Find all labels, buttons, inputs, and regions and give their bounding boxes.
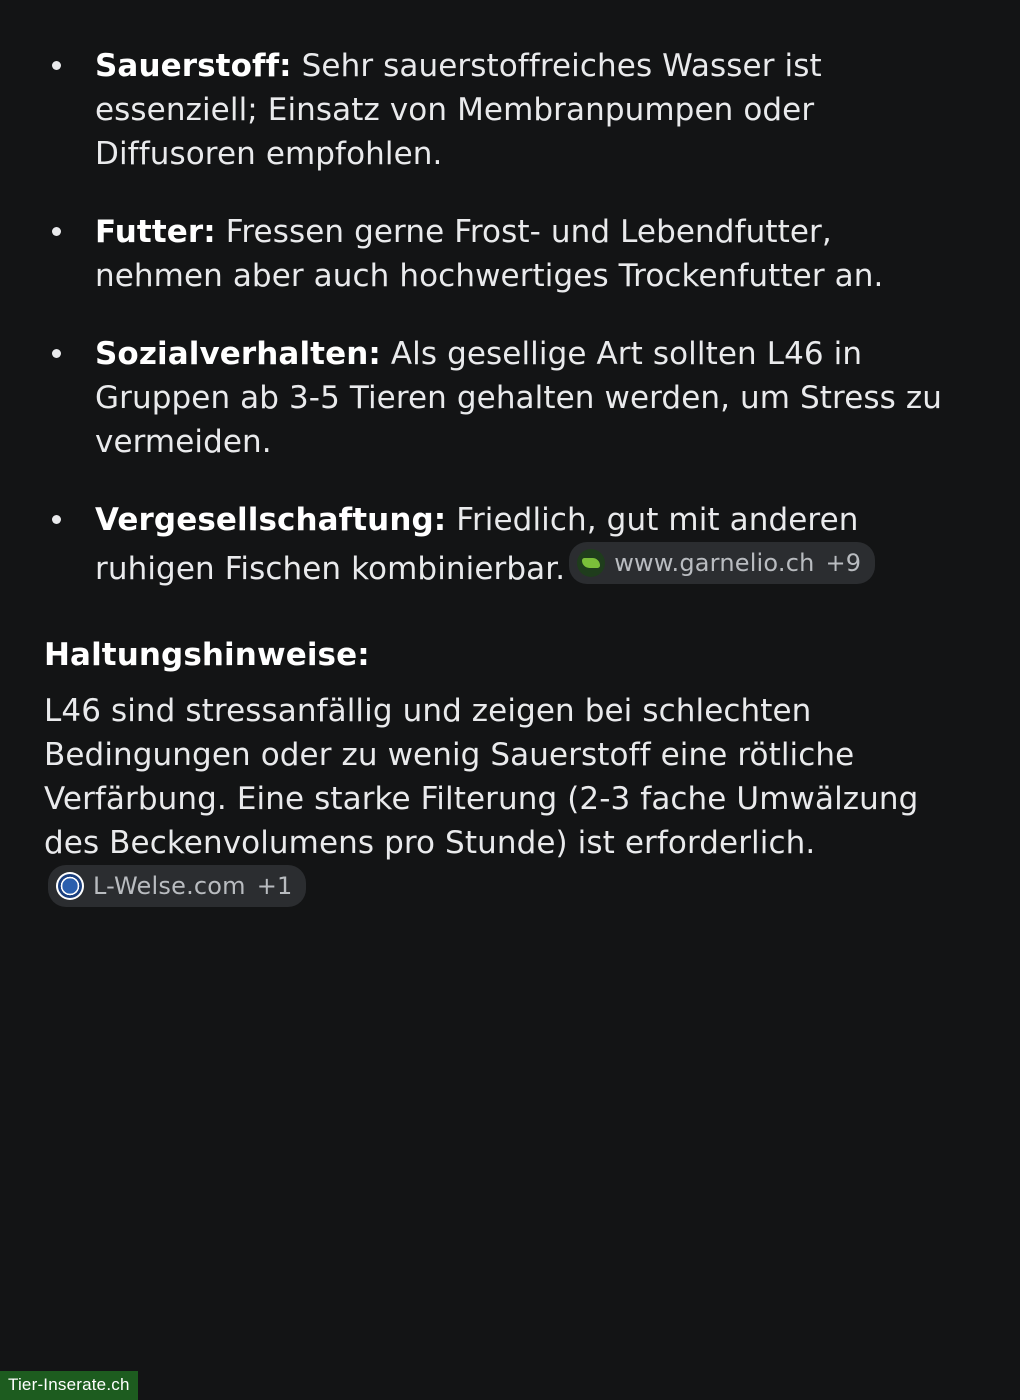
- citation-label: L-Welse.com: [93, 872, 246, 901]
- list-item: [40, 210, 968, 298]
- citation-count: +1: [256, 872, 293, 901]
- citation-chip-lwelse[interactable]: [48, 865, 306, 907]
- list-item: [40, 332, 968, 464]
- garnelio-favicon-icon: [577, 549, 605, 577]
- list-item: [40, 498, 968, 591]
- list-item: [40, 44, 968, 176]
- citation-chip-garnelio[interactable]: [569, 542, 875, 584]
- list-item-text: Sehr sauerstoffreiches Wasser ist essenziell; Einsatz von Membranpumpen oder Diffusoren empfohlen.: [95, 48, 822, 173]
- list-item-term: Sozialverhalten:: [95, 336, 381, 373]
- list-item-term: Futter:: [95, 214, 216, 251]
- care-facts-list: [40, 44, 968, 591]
- citation-count: +9: [825, 549, 862, 578]
- site-watermark: Tier-Inserate.ch: [0, 1371, 138, 1400]
- citation-label: www.garnelio.ch: [614, 549, 815, 578]
- section-heading: Haltungshinweise:: [44, 637, 370, 674]
- list-item-text: Fressen gerne Frost- und Lebendfutter, nehmen aber auch hochwertiges Trockenfutter an.: [95, 214, 884, 295]
- list-item-text: Friedlich, gut mit anderen ruhigen Fischen kombinierbar.: [95, 502, 859, 588]
- list-item-text: Als gesellige Art sollten L46 in Gruppen ab 3-5 Tieren gehalten werden, um Stress zu vermeiden.: [95, 336, 942, 461]
- section-paragraph-text: L46 sind stressanfällig und zeigen bei schlechten Bedingungen oder zu wenig Sauerstoff eine rötliche Verfärbung. Eine starke Filterung (2-3 fache Umwälzung des Beckenvolumens pro Stunde) ist erforderlich.: [44, 693, 919, 862]
- l-welse-favicon-icon: [56, 872, 84, 900]
- list-item-term: Vergesellschaftung:: [95, 502, 447, 539]
- list-item-term: Sauerstoff:: [95, 48, 292, 84]
- section-paragraph: [40, 689, 968, 914]
